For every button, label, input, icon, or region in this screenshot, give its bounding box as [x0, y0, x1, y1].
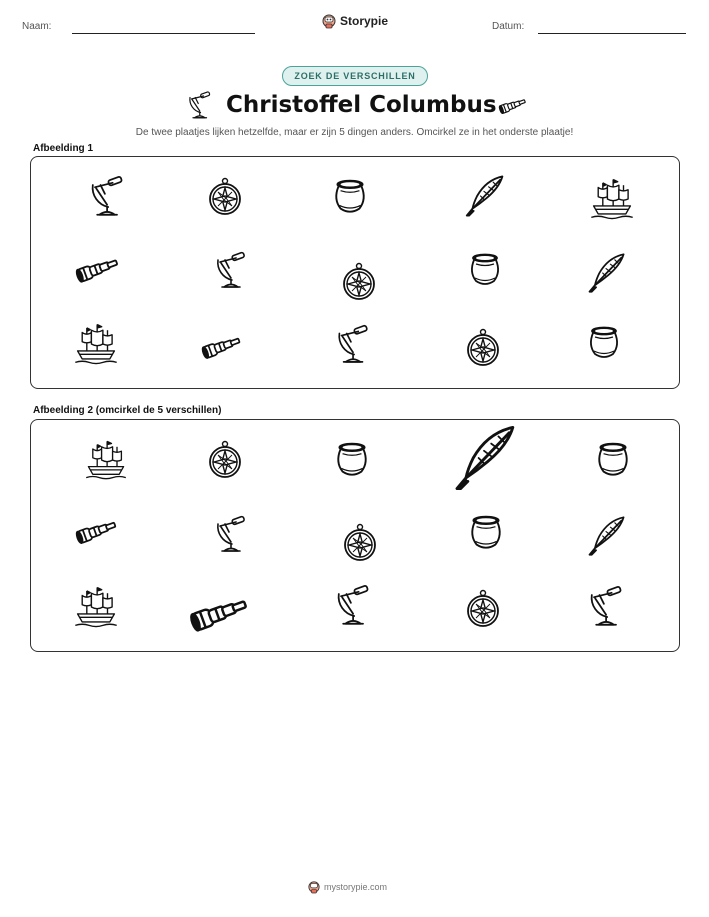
telescope-icon[interactable] [75, 251, 121, 286]
activity-tag: ZOEK DE VERSCHILLEN [282, 66, 428, 86]
telescope-title-icon [498, 94, 528, 121]
compass-icon[interactable] [463, 328, 503, 368]
compass-icon[interactable] [340, 523, 380, 563]
quill-icon[interactable] [448, 422, 520, 494]
compass-icon[interactable] [205, 177, 245, 217]
quill-icon[interactable] [461, 173, 507, 219]
pot-icon[interactable] [592, 439, 634, 481]
sextant-icon[interactable] [210, 250, 250, 290]
pot-icon[interactable] [465, 250, 505, 290]
ship-icon[interactable] [589, 176, 635, 222]
ship-icon[interactable] [73, 321, 119, 367]
page-title: Christoffel Columbus [226, 92, 497, 118]
brand-logo [322, 13, 388, 29]
pot-icon[interactable] [329, 176, 371, 218]
date-label: Datum: [492, 21, 525, 32]
sextant-icon[interactable] [583, 584, 627, 628]
sextant-icon[interactable] [84, 174, 128, 218]
quill-icon[interactable] [584, 514, 628, 558]
compass-icon[interactable] [463, 589, 503, 629]
ship-icon[interactable] [84, 438, 128, 482]
quill-icon[interactable] [584, 251, 628, 295]
storypie-mascot-icon [308, 880, 320, 894]
storypie-mascot-icon [322, 13, 336, 29]
compass-icon[interactable] [205, 440, 245, 480]
instructions: De twee plaatjes lijken hetzelfde, maar er zijn 5 dingen anders. Omcirkel ze in het onderste plaatje! [135, 127, 574, 138]
pot-icon[interactable] [331, 439, 373, 481]
pot-icon[interactable] [465, 512, 507, 554]
ship-icon[interactable] [73, 584, 119, 630]
sextant-icon[interactable] [210, 514, 250, 554]
pot-icon[interactable] [584, 323, 624, 363]
sextant-title-icon [184, 90, 214, 125]
panel1-label: Afbeelding 1 [33, 143, 94, 154]
brand-name: Storypie [340, 14, 389, 28]
sextant-icon[interactable] [331, 323, 373, 365]
compass-icon[interactable] [339, 262, 379, 302]
name-label: Naam: [22, 21, 52, 32]
telescope-icon[interactable] [201, 330, 243, 362]
telescope-icon[interactable] [75, 514, 119, 547]
telescope-icon[interactable] [189, 589, 251, 636]
footer [308, 880, 387, 894]
date-line[interactable] [538, 33, 686, 34]
panel2-label: Afbeelding 2 (omcirkel de 5 verschillen) [33, 405, 222, 416]
name-line[interactable] [72, 33, 255, 34]
sextant-icon[interactable] [330, 583, 374, 627]
footer-url[interactable]: mystorypie.com [324, 882, 388, 892]
